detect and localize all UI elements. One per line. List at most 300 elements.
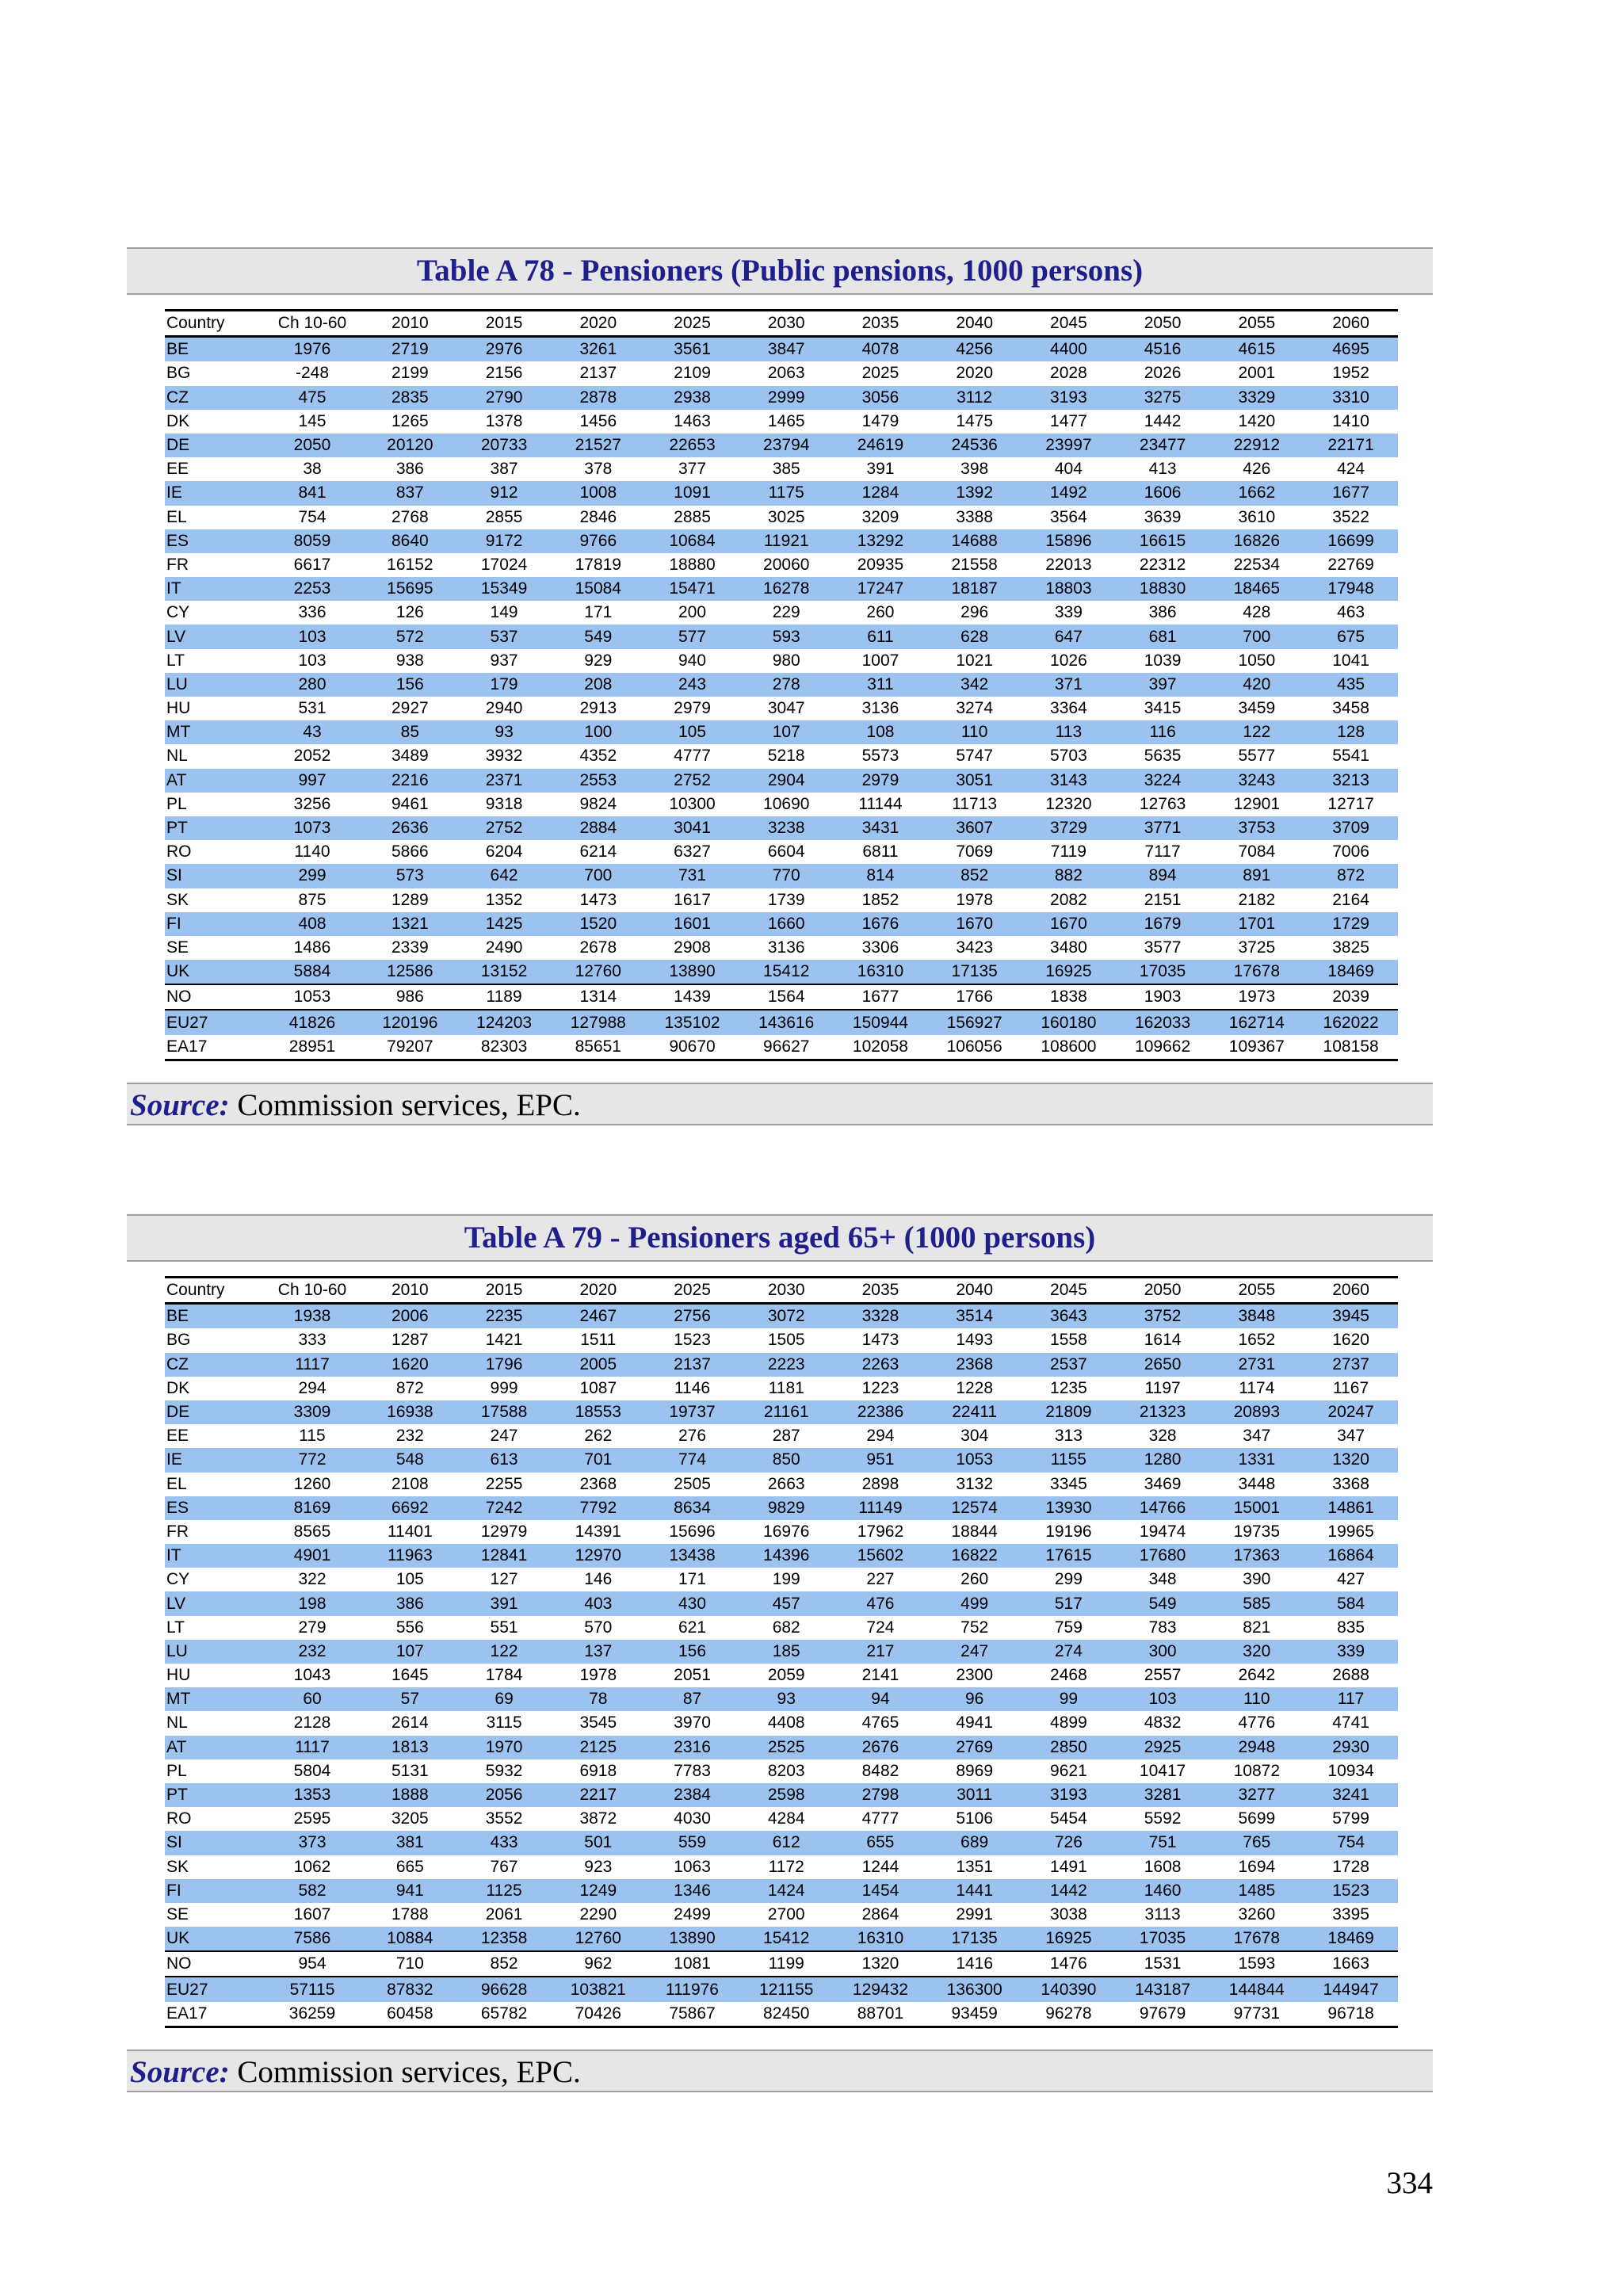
value-cell: 2028 [1050, 364, 1087, 383]
value-cell: 2051 [674, 1666, 711, 1685]
value-cell: 3243 [1209, 769, 1304, 793]
value-cell: 2061 [485, 1904, 523, 1924]
value-cell: 126 [395, 603, 424, 622]
value-cell: 1125 [457, 1879, 552, 1903]
value-cell: 1039 [1144, 651, 1182, 670]
country-cell: AT [165, 769, 262, 793]
value-cell: 3038 [1050, 1904, 1087, 1924]
value-cell: 43 [262, 720, 363, 744]
value-cell: 1456 [579, 411, 617, 430]
value-cell: 1223 [861, 1378, 899, 1397]
table-row [165, 1448, 1398, 1472]
value-cell: 373 [262, 1831, 363, 1855]
table-header-row [165, 1278, 1398, 1304]
value-cell: 11921 [739, 529, 834, 553]
value-cell: 3309 [262, 1400, 363, 1424]
value-cell: 171 [678, 1570, 707, 1589]
value-cell: 22312 [1139, 555, 1186, 574]
value-cell: 951 [834, 1448, 928, 1472]
value-cell: 1486 [293, 938, 331, 957]
value-cell: 144947 [1304, 1977, 1398, 2001]
country-cell: BE [165, 1304, 262, 1329]
value-cell: 75867 [645, 2002, 739, 2027]
country-cell: EL [166, 1474, 187, 1493]
value-cell: 127 [490, 1570, 518, 1589]
value-cell: 872 [395, 1378, 424, 1397]
table-row [165, 1568, 1398, 1591]
value-cell: 1155 [1022, 1448, 1116, 1472]
value-cell: 1041 [1332, 651, 1369, 670]
value-cell: 1663 [1304, 1951, 1398, 1977]
value-cell: 7084 [1238, 842, 1276, 861]
value-cell: 6214 [579, 842, 617, 861]
value-cell: 3607 [927, 816, 1022, 840]
value-cell: 21323 [1116, 1400, 1210, 1424]
value-cell: 14688 [927, 529, 1022, 553]
country-cell: NL [166, 747, 188, 766]
table-row [165, 1759, 1398, 1783]
table-row [165, 1687, 1398, 1711]
value-cell: 108600 [1022, 1035, 1116, 1060]
value-cell: 294 [866, 1427, 895, 1446]
value-cell: 1172 [768, 1857, 804, 1876]
value-cell: 278 [739, 673, 834, 697]
value-cell: 2525 [739, 1736, 834, 1759]
value-cell: 108158 [1304, 1035, 1398, 1060]
value-cell: 754 [1304, 1831, 1398, 1855]
value-cell: 1938 [262, 1304, 363, 1329]
table-row [165, 337, 1398, 362]
value-cell: 2339 [391, 938, 429, 957]
value-cell: 2925 [1116, 1736, 1210, 1759]
value-cell: 10690 [763, 794, 810, 813]
value-cell: 1117 [262, 1736, 363, 1759]
value-cell: 5592 [1144, 1809, 1182, 1828]
value-cell: 96 [927, 1687, 1022, 1711]
value-cell: 3577 [1144, 938, 1182, 957]
value-cell: 160180 [1022, 1010, 1116, 1034]
table-row [165, 912, 1398, 936]
value-cell: 22534 [1233, 555, 1281, 574]
value-cell: 852 [457, 1951, 552, 1977]
value-cell: 2752 [457, 816, 552, 840]
value-cell: 424 [1337, 460, 1365, 479]
value-cell: 3025 [767, 507, 805, 526]
column-header: 2015 [457, 311, 552, 337]
table-row [165, 888, 1398, 912]
value-cell: 1353 [262, 1783, 363, 1807]
country-cell: DE [165, 434, 262, 457]
value-cell: 2752 [645, 769, 739, 793]
value-cell: 2082 [1050, 890, 1087, 909]
value-cell: 404 [1054, 460, 1083, 479]
table-row [165, 1807, 1398, 1831]
value-cell: 1167 [1333, 1378, 1369, 1397]
value-cell: 570 [584, 1618, 613, 1637]
column-header: 2015 [457, 1278, 552, 1304]
country-cell: DK [166, 1378, 190, 1397]
value-cell: 3328 [834, 1304, 928, 1329]
value-cell: 217 [834, 1640, 928, 1664]
value-cell: 10872 [1233, 1761, 1281, 1780]
value-cell: 700 [1209, 625, 1304, 648]
country-cell: EA17 [165, 1035, 262, 1060]
value-cell: 10934 [1327, 1761, 1374, 1780]
value-cell: 1976 [262, 337, 363, 362]
value-cell: 108 [834, 720, 928, 744]
value-cell: 4078 [834, 337, 928, 362]
table-row [165, 577, 1398, 601]
value-cell: 15696 [669, 1522, 716, 1541]
value-cell: 1421 [485, 1331, 523, 1350]
value-cell: 2636 [363, 816, 457, 840]
value-cell: 1265 [391, 411, 429, 430]
value-cell: 517 [1022, 1591, 1116, 1615]
value-cell: 2991 [956, 1904, 994, 1924]
value-cell: 882 [1022, 864, 1116, 888]
value-cell: 20060 [763, 555, 810, 574]
value-cell: 17135 [927, 1927, 1022, 1951]
value-cell: 841 [262, 481, 363, 505]
value-cell: 499 [927, 1591, 1022, 1615]
value-cell: 17363 [1209, 1544, 1304, 1568]
value-cell: 21809 [1022, 1400, 1116, 1424]
value-cell: 200 [678, 603, 707, 622]
table-row [165, 673, 1398, 697]
value-cell: 22013 [1045, 555, 1092, 574]
value-cell: 146 [584, 1570, 613, 1589]
value-cell: 5932 [485, 1761, 523, 1780]
value-cell: 1473 [579, 890, 617, 909]
value-cell: 770 [739, 864, 834, 888]
value-cell: 3545 [579, 1713, 617, 1733]
value-cell: 103 [298, 651, 327, 670]
value-cell: 682 [772, 1618, 800, 1637]
value-cell: 1197 [1144, 1378, 1181, 1397]
value-cell: 110 [1209, 1687, 1304, 1711]
value-cell: 2768 [391, 507, 429, 526]
value-cell: 2979 [674, 699, 711, 718]
value-cell: 3932 [485, 747, 523, 766]
country-cell: FR [166, 1522, 189, 1541]
value-cell: 107 [363, 1640, 457, 1664]
value-cell: 1670 [927, 912, 1022, 936]
country-cell: DE [165, 1400, 262, 1424]
value-cell: 18880 [669, 555, 716, 574]
value-cell: 17024 [480, 555, 528, 574]
value-cell: 16615 [1116, 529, 1210, 553]
value-cell: 22769 [1327, 555, 1374, 574]
value-cell: 19737 [645, 1400, 739, 1424]
value-cell: 3041 [645, 816, 739, 840]
country-cell: DK [166, 411, 190, 430]
table-row [165, 793, 1398, 816]
value-cell: 8634 [645, 1496, 739, 1520]
value-cell: 313 [1054, 1427, 1083, 1446]
country-cell: NO [165, 984, 262, 1010]
value-cell: 7117 [1144, 842, 1181, 861]
table-row [165, 1544, 1398, 1568]
value-cell: 2614 [391, 1713, 429, 1733]
column-header: 2025 [645, 311, 739, 337]
table-row [165, 529, 1398, 553]
value-cell: 232 [395, 1427, 424, 1446]
value-cell: 107 [739, 720, 834, 744]
value-cell: 1289 [391, 890, 429, 909]
value-cell: 18803 [1022, 577, 1116, 601]
table-a78-title: Table A 78 - Pensioners (Public pensions, 1000 persons) [127, 247, 1433, 295]
value-cell: 311 [834, 673, 928, 697]
value-cell: 7069 [956, 842, 994, 861]
value-cell: 1523 [1304, 1879, 1398, 1903]
column-header: 2010 [363, 311, 457, 337]
value-cell: 322 [298, 1570, 327, 1589]
value-cell: 20247 [1304, 1400, 1398, 1424]
value-cell: 3480 [1050, 938, 1087, 957]
value-cell: 427 [1337, 1570, 1365, 1589]
value-cell: 5106 [956, 1809, 994, 1828]
table-row [165, 1010, 1398, 1034]
value-cell: 339 [1054, 603, 1083, 622]
value-cell: 247 [490, 1427, 518, 1446]
value-cell: 3514 [927, 1304, 1022, 1329]
value-cell: 106056 [927, 1035, 1022, 1060]
value-cell: 2850 [1022, 1736, 1116, 1759]
value-cell: 3209 [861, 507, 899, 526]
value-cell: 17678 [1209, 1927, 1304, 1951]
value-cell: 99 [1022, 1687, 1116, 1711]
value-cell: 6604 [767, 842, 805, 861]
value-cell: 1531 [1116, 1951, 1210, 1977]
value-cell: 11713 [952, 794, 998, 813]
value-cell: 3753 [1209, 816, 1304, 840]
value-cell: 962 [551, 1951, 645, 1977]
value-cell: 15602 [834, 1544, 928, 1568]
value-cell: 2063 [767, 364, 805, 383]
value-cell: 94 [834, 1687, 928, 1711]
value-cell: 1454 [834, 1879, 928, 1903]
value-cell: 1729 [1304, 912, 1398, 936]
value-cell: 15084 [551, 577, 645, 601]
value-cell: 1424 [739, 1879, 834, 1903]
value-cell: 15412 [739, 1927, 834, 1951]
value-cell: 3329 [1209, 386, 1304, 410]
value-cell: 1970 [457, 1736, 552, 1759]
value-cell: 2700 [767, 1904, 805, 1924]
country-cell: EU27 [165, 1977, 262, 2001]
value-cell: 116 [1116, 720, 1210, 744]
value-cell: 17615 [1022, 1544, 1116, 1568]
country-cell: NL [166, 1713, 188, 1733]
value-cell: 4352 [579, 747, 617, 766]
value-cell: 3277 [1209, 1783, 1304, 1807]
table-row [165, 936, 1398, 960]
table-row [165, 816, 1398, 840]
country-cell: PT [165, 816, 262, 840]
value-cell: 17035 [1116, 1927, 1210, 1951]
country-cell: SE [166, 938, 189, 957]
table-row [165, 1328, 1398, 1352]
value-cell: 3729 [1022, 816, 1116, 840]
value-cell: 894 [1116, 864, 1210, 888]
value-cell: 2182 [1238, 890, 1276, 909]
value-cell: 122 [457, 1640, 552, 1664]
value-cell: 140390 [1022, 1977, 1116, 2001]
value-cell: 36259 [262, 2002, 363, 2027]
value-cell: 2979 [834, 769, 928, 793]
value-cell: 18469 [1304, 960, 1398, 984]
value-cell: 304 [960, 1427, 989, 1446]
value-cell: 102058 [834, 1035, 928, 1060]
value-cell: 2050 [262, 434, 363, 457]
value-cell: 19196 [1045, 1522, 1092, 1541]
value-cell: 8059 [262, 529, 363, 553]
value-cell: 16938 [363, 1400, 457, 1424]
value-cell: 6811 [862, 842, 899, 861]
value-cell: 85 [363, 720, 457, 744]
table-row [165, 1473, 1398, 1496]
value-cell: 430 [645, 1591, 739, 1615]
table-row [165, 434, 1398, 457]
value-cell: 14861 [1304, 1496, 1398, 1520]
value-cell: 8482 [861, 1761, 899, 1780]
country-cell: BE [165, 337, 262, 362]
value-cell: 891 [1209, 864, 1304, 888]
value-cell: 428 [1243, 603, 1271, 622]
value-cell: 937 [490, 651, 518, 670]
table-row [165, 1831, 1398, 1855]
value-cell: 3224 [1116, 769, 1210, 793]
value-cell: 7792 [551, 1496, 645, 1520]
value-cell: 1973 [1209, 984, 1304, 1010]
value-cell: 5218 [767, 747, 805, 766]
value-cell: 143616 [739, 1010, 834, 1034]
column-header: 2010 [363, 1278, 457, 1304]
value-cell: 426 [1243, 460, 1271, 479]
value-cell: 4899 [1050, 1713, 1087, 1733]
table-row [165, 984, 1398, 1010]
value-cell: 2756 [645, 1304, 739, 1329]
value-cell: 611 [834, 625, 928, 648]
value-cell: 2109 [674, 364, 711, 383]
value-cell: 2125 [551, 1736, 645, 1759]
value-cell: 12320 [1045, 794, 1092, 813]
value-cell: 397 [1116, 673, 1210, 697]
value-cell: 12586 [363, 960, 457, 984]
value-cell: 3274 [956, 699, 994, 718]
value-cell: 13890 [645, 1927, 739, 1951]
value-cell: 111976 [645, 1977, 739, 2001]
value-cell: 1788 [391, 1904, 429, 1924]
column-header: 2040 [927, 311, 1022, 337]
value-cell: 954 [262, 1951, 363, 1977]
value-cell: 1701 [1209, 912, 1304, 936]
value-cell: 2927 [391, 699, 429, 718]
value-cell: 28951 [262, 1035, 363, 1060]
value-cell: 1287 [391, 1331, 429, 1350]
value-cell: 260 [960, 1570, 989, 1589]
value-cell: 41826 [262, 1010, 363, 1034]
value-cell: 2688 [1332, 1666, 1369, 1685]
value-cell: 1181 [768, 1378, 804, 1397]
value-cell: 287 [772, 1427, 800, 1446]
value-cell: 11144 [858, 794, 903, 813]
value-cell: 872 [1304, 864, 1398, 888]
value-cell: 96718 [1304, 2002, 1398, 2027]
column-header: 2030 [739, 311, 834, 337]
column-header: 2020 [551, 1278, 645, 1304]
value-cell: 1606 [1116, 481, 1210, 505]
value-cell: 2719 [363, 337, 457, 362]
value-cell: 463 [1337, 603, 1365, 622]
value-cell: 96278 [1022, 2002, 1116, 2027]
value-cell: 57 [363, 1687, 457, 1711]
value-cell: 2505 [674, 1474, 711, 1493]
value-cell: 162022 [1304, 1010, 1398, 1034]
country-cell: EL [166, 507, 187, 526]
value-cell: 17035 [1116, 960, 1210, 984]
value-cell: 2913 [579, 699, 617, 718]
country-cell: PL [166, 794, 187, 813]
value-cell: 13292 [834, 529, 928, 553]
value-cell: 752 [960, 1618, 989, 1637]
value-cell: 420 [1209, 673, 1304, 697]
value-cell: 701 [551, 1448, 645, 1472]
value-cell: 14396 [739, 1544, 834, 1568]
value-cell: 3205 [391, 1809, 429, 1828]
value-cell: 2878 [551, 386, 645, 410]
table-row [165, 649, 1398, 673]
value-cell: 2499 [674, 1904, 711, 1924]
value-cell: 531 [298, 699, 327, 718]
table-a79-title: Table A 79 - Pensioners aged 65+ (1000 persons) [127, 1214, 1433, 1262]
country-cell: SK [166, 1857, 189, 1876]
value-cell: 18830 [1116, 577, 1210, 601]
value-cell: 912 [457, 481, 552, 505]
value-cell: 2137 [645, 1353, 739, 1377]
value-cell: 12760 [551, 960, 645, 984]
value-cell: 274 [1022, 1640, 1116, 1664]
value-cell: 3193 [1022, 1783, 1116, 1807]
value-cell: 198 [262, 1591, 363, 1615]
value-cell: 556 [395, 1618, 424, 1637]
value-cell: 1739 [767, 890, 805, 909]
table-a78-source [127, 1083, 1433, 1125]
value-cell: 675 [1304, 625, 1398, 648]
country-cell: CZ [165, 386, 262, 410]
page-number: 334 [1386, 2166, 1433, 2200]
value-cell: 457 [739, 1591, 834, 1615]
value-cell: 1062 [293, 1857, 331, 1876]
value-cell: 20733 [457, 434, 552, 457]
value-cell: 93 [739, 1687, 834, 1711]
value-cell: 16278 [739, 577, 834, 601]
value-cell: 2769 [927, 1736, 1022, 1759]
value-cell: 4256 [927, 337, 1022, 362]
value-cell: 1439 [645, 984, 739, 1010]
value-cell: 2938 [645, 386, 739, 410]
table-row [165, 1424, 1398, 1448]
value-cell: 5573 [861, 747, 899, 766]
value-cell: 3415 [1144, 699, 1182, 718]
value-cell: 929 [584, 651, 613, 670]
value-cell: 3458 [1332, 699, 1369, 718]
value-cell: 7119 [1050, 842, 1086, 861]
value-cell: 386 [395, 460, 424, 479]
value-cell: 3431 [834, 816, 928, 840]
table-row [165, 1520, 1398, 1544]
value-cell: 1473 [861, 1331, 899, 1350]
